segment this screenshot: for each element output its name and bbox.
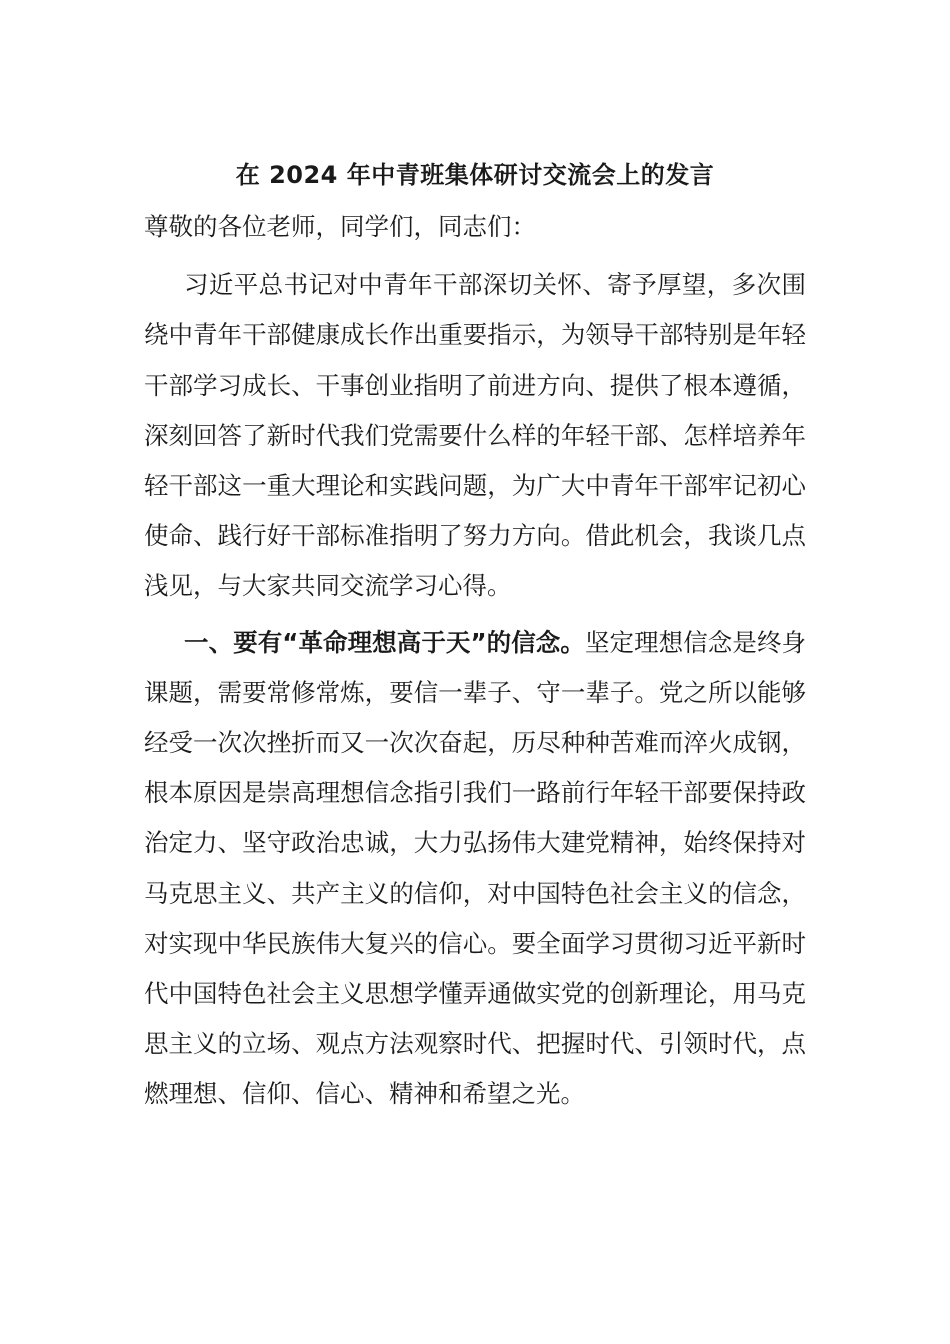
salutation: 尊敬的各位老师，同学们，同志们： [144, 212, 536, 241]
paragraph-intro [144, 260, 806, 611]
document-title: 在 2024 年中青班集体研讨交流会上的发言 [235, 161, 715, 189]
section-1-heading: 一、要有“革命理想高于天”的信念。 [184, 627, 585, 657]
section-1-text: 坚定理想信念是终身课题，需要常修常炼，要信一辈子、守一辈子。党之所以能够经受一次次挫折而又一次次奋起，历尽种种苦难而淬火成钢，根本原因是崇高理想信念指引我们一路前行年轻干部要保持政治定力、坚守政治忠诚，大力弘扬伟大建党精神，始终保持对马克思主义、共产主义的信仰，对中国特色社会主义的信念，对实现中华民族伟大复兴的信心。要全面学习贯彻习近平新时代中国特色社会主义思想学懂弄通做实党的创新理论，用马克思主义的立场、观点方法观察时代、把握时代、引领时代，点燃理想、信仰、信心、精神和希望之光。 [144, 627, 807, 1109]
paragraph-intro-text: 习近平总书记对中青年干部深切关怀、寄予厚望，多次围绕中青年干部健康成长作出重要指示，为领导干部特别是年轻干部学习成长、干事创业指明了前进方向、提供了根本遵循，深刻回答了新时代我们党需要什么样的年轻干部、怎样培养年轻干部这一重大理论和实践问题，为广大中青年干部牢记初心使命、践行好干部标准指明了努力方向。借此机会，我谈几点浅见，与大家共同交流学习心得。 [144, 270, 806, 601]
paragraph-section-1 [144, 618, 806, 1120]
document-page [144, 150, 806, 1120]
